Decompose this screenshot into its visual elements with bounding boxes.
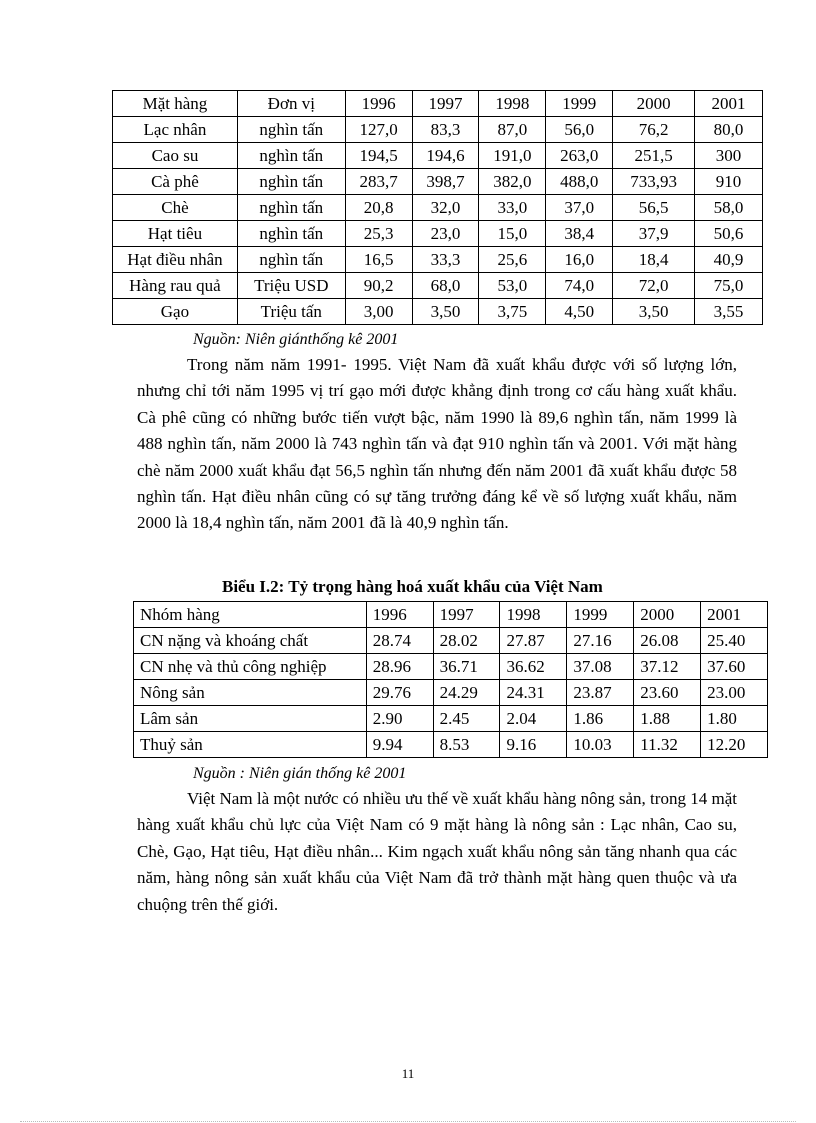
table-header-cell: 1997 — [412, 91, 479, 117]
table-cell: 11.32 — [634, 732, 701, 758]
table-cell: 28.02 — [433, 628, 500, 654]
table-cell: 2.04 — [500, 706, 567, 732]
table-cell: 53,0 — [479, 273, 546, 299]
table-row — [134, 628, 768, 654]
table-header-cell: Nhóm hàng — [134, 602, 367, 628]
table-cell: 23.00 — [701, 680, 768, 706]
table-cell: 10.03 — [567, 732, 634, 758]
table-row — [113, 143, 763, 169]
table-row — [113, 117, 763, 143]
table-cell: Nông sản — [134, 680, 367, 706]
table-cell: 263,0 — [546, 143, 613, 169]
table-cell: 33,3 — [412, 247, 479, 273]
table-cell: 1.86 — [567, 706, 634, 732]
table-cell: Gạo — [113, 299, 238, 325]
table-cell: 398,7 — [412, 169, 479, 195]
table-cell: 733,93 — [613, 169, 695, 195]
table-header-cell: 1998 — [479, 91, 546, 117]
table-cell: 37.08 — [567, 654, 634, 680]
table-row — [113, 247, 763, 273]
table-cell: 16,5 — [345, 247, 412, 273]
table-cell: 3,00 — [345, 299, 412, 325]
table-cell: Cà phê — [113, 169, 238, 195]
table-row — [113, 273, 763, 299]
table-cell: 50,6 — [695, 221, 763, 247]
table1-source: Nguồn: Niên giánthống kê 2001 — [193, 331, 399, 348]
export-share-table — [133, 601, 768, 758]
table-cell: 75,0 — [695, 273, 763, 299]
table-cell: 28.74 — [366, 628, 433, 654]
table-cell: 87,0 — [479, 117, 546, 143]
table-header-row — [113, 91, 763, 117]
table-cell: Hạt tiêu — [113, 221, 238, 247]
table-cell: 26.08 — [634, 628, 701, 654]
table-cell: Hàng rau quả — [113, 273, 238, 299]
table-cell: Lâm sản — [134, 706, 367, 732]
table-row — [134, 680, 768, 706]
table-row — [134, 706, 768, 732]
table-cell: 191,0 — [479, 143, 546, 169]
table-cell: 27.16 — [567, 628, 634, 654]
table-cell: 25,3 — [345, 221, 412, 247]
table-cell: 18,4 — [613, 247, 695, 273]
table2-caption: Biểu I.2: Tỷ trọng hàng hoá xuất khẩu của Việt Nam — [222, 577, 603, 596]
table-row — [113, 299, 763, 325]
paragraph-1-text: Trong năm năm 1991- 1995. Việt Nam đã xuất khẩu được với số lượng lớn, nhưng chỉ tới năm 1995 vị trí gạo mới được khẳng định trong cơ cấu hàng xuất khẩu. Cà phê cũng có những bước tiến vượt bậc, năm 1990 là 89,6 nghìn tấn, năm 1999 là 488 nghìn tấn, năm 2000 là 743 nghìn tấn và đạt 910 nghìn tấn và 2001. Với mặt hàng chè năm 2000 xuất khẩu đạt 56,5 nghìn tấn nhưng đến năm 2001 đã xuất khẩu được 58 nghìn tấn. Hạt điều nhân cũng có sự tăng trưởng đáng kể về số lượng xuất khẩu, năm 2000 là 18,4 nghìn tấn, năm 2001 đã là 40,9 nghìn tấn. — [137, 355, 737, 533]
table-header-cell: 1999 — [567, 602, 634, 628]
table-cell: 3,50 — [613, 299, 695, 325]
table-cell: 37,0 — [546, 195, 613, 221]
table-row — [113, 169, 763, 195]
table-cell: nghìn tấn — [237, 195, 345, 221]
table-cell: Hạt điều nhân — [113, 247, 238, 273]
table-cell: 23.60 — [634, 680, 701, 706]
table-cell: 3,75 — [479, 299, 546, 325]
table-cell: 56,0 — [546, 117, 613, 143]
table-cell: 25,6 — [479, 247, 546, 273]
table-header-cell: 2001 — [695, 91, 763, 117]
table-cell: 83,3 — [412, 117, 479, 143]
table-cell: 1.80 — [701, 706, 768, 732]
table-cell: 2.45 — [433, 706, 500, 732]
table-cell: 72,0 — [613, 273, 695, 299]
table-header-cell: Đơn vị — [237, 91, 345, 117]
table-header-cell: 2000 — [613, 91, 695, 117]
page-bottom-divider — [20, 1121, 796, 1122]
table-header-cell: 1998 — [500, 602, 567, 628]
table-cell: 58,0 — [695, 195, 763, 221]
table-cell: 488,0 — [546, 169, 613, 195]
table-row — [134, 732, 768, 758]
table-cell: 25.40 — [701, 628, 768, 654]
table-header-cell: 1999 — [546, 91, 613, 117]
export-share-table-body — [134, 602, 768, 758]
table-header-cell: 1996 — [366, 602, 433, 628]
table-cell: 74,0 — [546, 273, 613, 299]
table-cell: 68,0 — [412, 273, 479, 299]
table-cell: 32,0 — [412, 195, 479, 221]
table-cell: 194,6 — [412, 143, 479, 169]
table-cell: 29.76 — [366, 680, 433, 706]
table-header-cell: 1996 — [345, 91, 412, 117]
table-cell: 382,0 — [479, 169, 546, 195]
table-cell: 37.12 — [634, 654, 701, 680]
paragraph-2 — [137, 786, 737, 918]
table-cell: 251,5 — [613, 143, 695, 169]
table-cell: 40,9 — [695, 247, 763, 273]
table-cell: 300 — [695, 143, 763, 169]
table-cell: nghìn tấn — [237, 247, 345, 273]
table-cell: 2.90 — [366, 706, 433, 732]
table-cell: CN nặng và khoáng chất — [134, 628, 367, 654]
table-cell: Triệu USD — [237, 273, 345, 299]
table-header-cell: 2001 — [701, 602, 768, 628]
table-cell: 27.87 — [500, 628, 567, 654]
table-cell: 127,0 — [345, 117, 412, 143]
table-cell: 38,4 — [546, 221, 613, 247]
export-volume-table — [112, 90, 763, 325]
page-number: 11 — [401, 1066, 415, 1081]
table-header-cell: Mặt hàng — [113, 91, 238, 117]
table-cell: 15,0 — [479, 221, 546, 247]
table-cell: 33,0 — [479, 195, 546, 221]
table-cell: 23.87 — [567, 680, 634, 706]
table-cell: 9.16 — [500, 732, 567, 758]
table-cell: 24.31 — [500, 680, 567, 706]
table-cell: Lạc nhân — [113, 117, 238, 143]
table-cell: 194,5 — [345, 143, 412, 169]
table-cell: nghìn tấn — [237, 143, 345, 169]
table-header-row — [134, 602, 768, 628]
table-cell: 20,8 — [345, 195, 412, 221]
table-cell: 24.29 — [433, 680, 500, 706]
table-cell: 76,2 — [613, 117, 695, 143]
table-cell: Cao su — [113, 143, 238, 169]
table-cell: Chè — [113, 195, 238, 221]
table-header-cell: 2000 — [634, 602, 701, 628]
export-volume-table-body — [113, 91, 763, 325]
table-header-cell: 1997 — [433, 602, 500, 628]
table-cell: 910 — [695, 169, 763, 195]
table-cell: 3,50 — [412, 299, 479, 325]
table-cell: nghìn tấn — [237, 221, 345, 247]
table-cell: 1.88 — [634, 706, 701, 732]
table-cell: 8.53 — [433, 732, 500, 758]
paragraph-1 — [137, 352, 737, 537]
table-cell: 37.60 — [701, 654, 768, 680]
table-row — [113, 195, 763, 221]
table-cell: 37,9 — [613, 221, 695, 247]
table-cell: 36.62 — [500, 654, 567, 680]
paragraph-2-text: Việt Nam là một nước có nhiều ưu thế về xuất khẩu hàng nông sản, trong 14 mặt hàng xuất khẩu chủ lực của Việt Nam có 9 mặt hàng là nông sản : Lạc nhân, Cao su, Chè, Gạo, Hạt tiêu, Hạt điều nhân... Kim ngạch xuất khẩu nông sản tăng nhanh qua các năm, hàng nông sản xuất khẩu của Việt Nam đã trở thành mặt hàng quen thuộc và ưa chuộng trên thế giới. — [137, 789, 737, 914]
table-cell: 4,50 — [546, 299, 613, 325]
table-cell: 3,55 — [695, 299, 763, 325]
table-cell: Thuỷ sản — [134, 732, 367, 758]
table-row — [134, 654, 768, 680]
table-cell: 36.71 — [433, 654, 500, 680]
table2-source: Nguồn : Niên gián thống kê 2001 — [193, 765, 407, 782]
table-cell: 80,0 — [695, 117, 763, 143]
table-cell: 9.94 — [366, 732, 433, 758]
table-row — [113, 221, 763, 247]
table-cell: 90,2 — [345, 273, 412, 299]
table-cell: nghìn tấn — [237, 117, 345, 143]
table-cell: 12.20 — [701, 732, 768, 758]
table-cell: CN nhẹ và thủ công nghiệp — [134, 654, 367, 680]
table-cell: Triệu tấn — [237, 299, 345, 325]
table-cell: 283,7 — [345, 169, 412, 195]
table-cell: nghìn tấn — [237, 169, 345, 195]
table-cell: 28.96 — [366, 654, 433, 680]
table-cell: 56,5 — [613, 195, 695, 221]
table-cell: 23,0 — [412, 221, 479, 247]
table-cell: 16,0 — [546, 247, 613, 273]
